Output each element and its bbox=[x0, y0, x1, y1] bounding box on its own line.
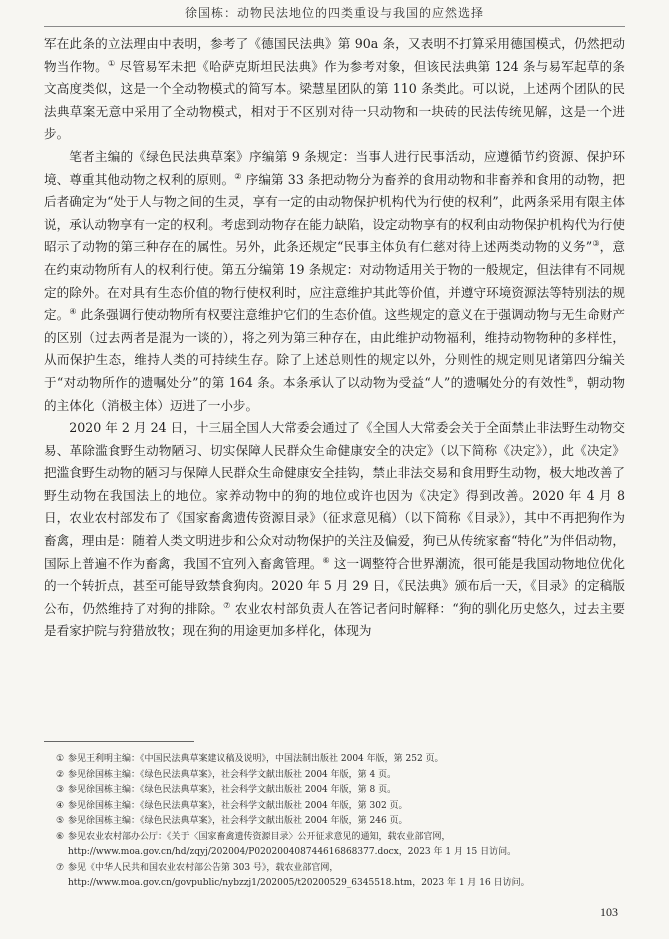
footnote-7: ⑦ 参见《中华人民共和国农业农村部公告第 303 号》，载农业部官网，http://www.moa.gov.cn/govpublic/nybzzj1/202005/t20200529_6345518.htm，2023 年 1 月 16 日访问。 bbox=[56, 862, 530, 888]
footnote-ref[interactable]: ⑦ bbox=[223, 600, 231, 610]
footnote-ref[interactable]: ③ bbox=[592, 239, 600, 249]
footnote-ref[interactable]: ④ bbox=[69, 306, 77, 316]
footnotes bbox=[44, 752, 625, 892]
page-number: 103 bbox=[600, 905, 618, 919]
text-run: 农业农村部负责人在答记者问时解释：“狗的驯化历史悠久，过去主要是看家护院与狩猎放牧；现在狗的用途更加多样化，体现为 bbox=[44, 600, 626, 639]
paragraph-2 bbox=[44, 146, 625, 417]
footnote-divider bbox=[44, 741, 194, 742]
text-run: 此条强调行使动物所有权要注意维护它们的生态价值。这些规定的意义在于强调动物与无生命财产的区别（过去两者是混为一谈的），将之列为第三种存在，由此维护动物福利，维持动物物种的多样性，从而保护生态，维持人类的可持续生存。除了上述总则性的规定以外，分则性的规定则见诸第四分编关于“对动物所作的遗嘱处分”的第 164 条。本条承认了以动物为受益“人”的遗嘱处分的有效性 bbox=[44, 307, 626, 390]
footnote-5: ⑤ 参见徐国栋主编：《绿色民法典草案》，社会科学文献出版社 2004 年版，第 246 页。 bbox=[56, 816, 408, 826]
footnote-ref[interactable]: ⑥ bbox=[322, 555, 330, 565]
text-run: 序编第 33 条把动物分为畜养的食用动物和非畜养和食用的动物，把后者确定为“处于人与物之间的生灵，享有一定的由动物保护机构代为行使的权利”，此两条采用有限主体说，承认动物享有一定的权利。考虑到动物存在能力缺陷，设定动物享有的权利由动物保护机构代为行使昭示了动物的第三种存在的属性。另外，此条还规定“民事主体负有仁慈对待上述两类动物的义务” bbox=[44, 171, 625, 255]
text-run: ，意在约束动物所有人的权利行使。第五分编第 19 条规定：对动物适用关于物的一般规定，但法律有不同规定的除外。在对具有生态价值的物行使权利时，应注意维护其此等价值，并遵守环境资源法等特别法的规定。 bbox=[44, 239, 625, 323]
text-run: 尽管易军未把《哈萨克斯坦民法典》作为参考对象，但该民法典第 124 条与易军起草的条文高度类似，这是一个全动物模式的简写本。梁慧星团队的第 110 条类此。可以说，上述两个团队的民法典草案无意中采用了全动物模式，相对于不区别对待一只动物和一块砖的民法传统见解，这是一个进步。 bbox=[44, 58, 625, 142]
footnote-1: ① 参见王利明主编：《中国民法典草案建议稿及说明》，中国法制出版社 2004 年版，第 252 页。 bbox=[56, 754, 444, 764]
running-header: 徐国栋：动物民法地位的四类重设与我国的应然选择 bbox=[44, 0, 625, 27]
footnote-3: ③ 参见徐国栋主编：《绿色民法典草案》，社会科学文献出版社 2004 年版，第 8 页。 bbox=[56, 785, 397, 795]
article-body bbox=[44, 33, 625, 643]
text-run: 军在此条的立法理由中表明，参考了《德国民法典》第 90a 条，又表明不打算采用德国模式，仍然把动物当作物。 bbox=[44, 36, 625, 74]
footnote-4: ④ 参见徐国栋主编：《绿色民法典草案》，社会科学文献出版社 2004 年版，第 302 页。 bbox=[56, 800, 408, 811]
paragraph-3 bbox=[44, 417, 625, 643]
text-run: 笔者主编的《绿色民法典草案》序编第 9 条规定：当事人进行民事活动，应遵循节约资源、保护环境、尊重其他动物之权利的原则。 bbox=[44, 148, 625, 187]
text-run: 2020 年 2 月 24 日，十三届全国人大常委会通过了《全国人大常委会关于全面禁止非法野生动物交易、革除滥食野生动物陋习、切实保障人民群众生命健康安全的决定》（以下简称《决定》），此《决定》把滥食野生动物的陋习与保障人民群众生命健康安全挂钩，禁止非法交易和食用野生动物，极大地改善了野生动物在我国法上的地位。家养动物中的狗的地位或许也因为《决定》得到改善。2020 年 4 月 8 日，农业农村部发布了《国家畜禽遗传资源目录》（征求意见稿）（以下简称《目录》），其中不再把狗作为畜禽，理由是：随着人类文明进步和公众对动物保护的关注及偏爱，狗已从传统家畜“特化”为伴侣动物，国际上普遍不作为畜禽，我国不宜列入畜禽管理。 bbox=[44, 420, 625, 571]
paragraph-1 bbox=[44, 33, 625, 146]
text-run: ，朝动物的主体化（消极主体）迈进了一小步。 bbox=[44, 374, 626, 413]
footnote-ref[interactable]: ② bbox=[234, 171, 242, 181]
text-run: 这一调整符合世界潮流，很可能是我国动物地位优化的一个转折点，甚至可能导致禁食狗肉。2020 年 5 月 29 日，《民法典》颁布后一天，《目录》的定稿版公布，仍然维持了对狗的排除。 bbox=[44, 555, 626, 616]
footnote-ref[interactable]: ① bbox=[107, 58, 116, 68]
footnote-6: ⑥ 参见农业农村部办公厅：《关于〈国家畜禽遗传资源目录〉公开征求意见的通知，载农业部官网，http://www.moa.gov.cn/hd/zqyj/202004/P020200408744616868377.docx，2023 年 1 月 15 日访问。 bbox=[56, 831, 517, 857]
footnote-2: ② 参见徐国栋主编：《绿色民法典草案》，社会科学文献出版社 2004 年版，第 4 页。 bbox=[56, 769, 397, 780]
footnote-ref[interactable]: ⑤ bbox=[566, 374, 574, 384]
